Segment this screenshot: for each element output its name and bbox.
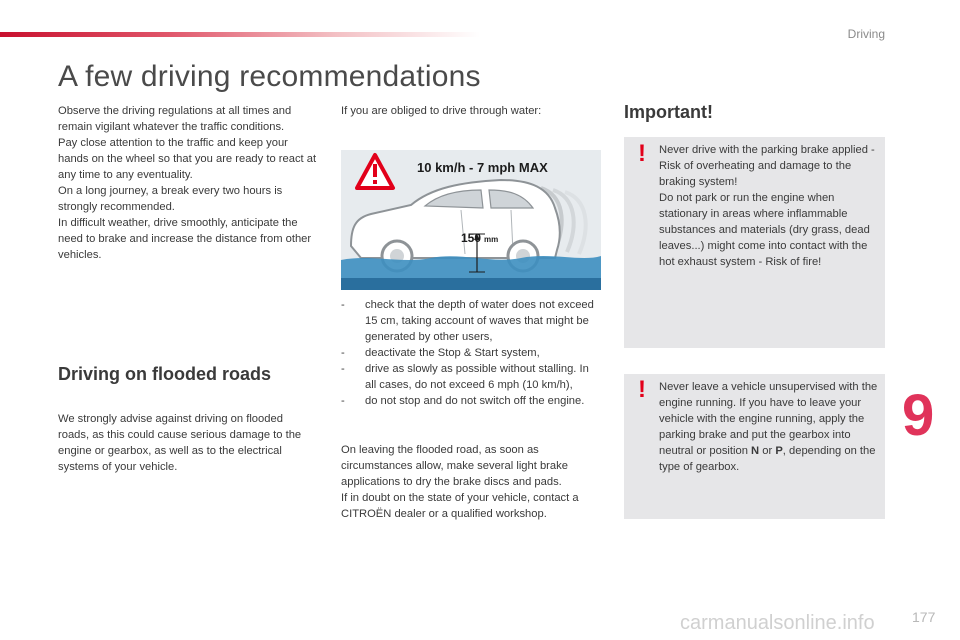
water-checklist [341,297,603,409]
header-accent-bar [0,32,480,37]
page-title: A few driving recommendations [58,60,481,93]
intro-text [58,103,320,263]
watermark: carmanualsonline.info [680,612,875,634]
speed-limit-label: 10 km/h - 7 mph MAX [417,160,548,175]
exclamation-icon: ! [638,140,646,167]
after-flood-text [341,442,603,522]
warning-text: Never drive with the parking brake applied - Risk of overheating and damage to the braking system! Do not park or run the engine when stationary in areas where inflammable substances and materials (dry grass, dead leaves...) might come into contact with the hot exhaust system - Risk of fire! [659,144,875,268]
important-heading: Important! [624,102,713,122]
warning-triangle-icon [357,155,393,188]
depth-unit: mm [484,235,499,244]
intro-paragraph: Pay close attention to the traffic and keep your hands on the wheel so that you are ready to react at any time to any eventuality. [58,137,317,181]
after-paragraph: If in doubt on the state of your vehicle, contact a CITROËN dealer or a qualified workshop. [341,492,579,520]
exclamation-icon: ! [638,376,646,403]
page-number: 177 [912,609,936,625]
list-item: - deactivate the Stop & Start system, [341,347,540,359]
intro-paragraph: Observe the driving regulations at all times and remain vigilant whatever the traffic conditions. [58,105,292,133]
intro-paragraph: On a long journey, a break every two hours is strongly recommended. [58,185,283,213]
warning-text: Never leave a vehicle unsupervised with the engine running. If you have to leave your vehicle with the engine running, apply the parking brake and put the gearbox into neutral or position N or P, depending on the type of gearbox. [659,381,878,473]
depth-value: 150 [461,231,482,245]
chapter-number: 9 [902,383,935,448]
warning-box-parking-brake [624,137,885,348]
after-paragraph: On leaving the flooded road, as soon as circumstances allow, make several light brake applications to dry the brake discs and pads. [341,444,568,488]
water-intro: If you are obliged to drive through water: [341,105,542,117]
list-item: - check that the depth of water does not exceed 15 cm, taking account of waves that might be generated by other users, [341,299,594,343]
list-item: - do not stop and do not switch off the engine. [341,395,585,407]
flooded-road-illustration [341,150,601,290]
section-label: Driving [847,27,885,41]
intro-paragraph: In difficult weather, drive smoothly, anticipate the need to brake and increase the distance from other vehicles. [58,217,312,261]
warning-box-unsupervised [624,374,885,519]
list-item: - drive as slowly as possible without stalling. In all cases, do not exceed 6 mph (10 km/h), [341,363,589,391]
flooded-roads-advice: We strongly advise against driving on flooded roads, as this could cause serious damage to the engine or gearbox, as well as to the electrical systems of your vehicle. [58,413,302,473]
flooded-roads-heading: Driving on flooded roads [58,364,272,384]
